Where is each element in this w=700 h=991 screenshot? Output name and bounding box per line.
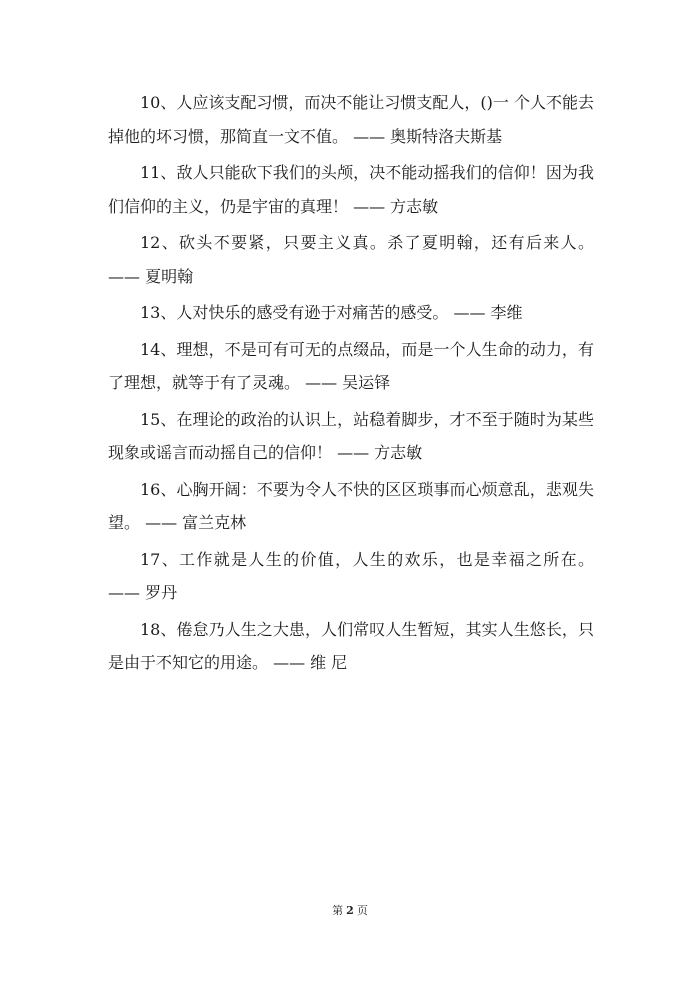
quote-item-16: 16、心胸开阔：不要为令人不快的区区琐事而心烦意乱，悲观失望。 —— 富兰克林 xyxy=(108,479,594,532)
quote-item-13: 13、人对快乐的感受有逊于对痛苦的感受。 —— 李维 xyxy=(140,303,523,322)
quote-item-17: 17、工作就是人生的价值，人生的欢乐，也是幸福之所在。 —— 罗丹 xyxy=(108,549,594,602)
page-number-prefix: 第 xyxy=(332,904,344,917)
page-number-suffix: 页 xyxy=(356,904,368,917)
quote-item-15: 15、在理论的政治的认识上，站稳着脚步，才不至于随时为某些现象或谣言而动摇自己的信仰！ —— 方志敏 xyxy=(108,409,594,462)
quote-item-11: 11、敌人只能砍下我们的头颅，决不能动摇我们的信仰！因为我们信仰的主义，仍是宇宙的真理！ —— 方志敏 xyxy=(108,163,594,216)
quote-list xyxy=(108,86,594,683)
quote-item-12: 12、砍头不要紧，只要主义真。杀了夏明翰，还有后来人。 —— 夏明翰 xyxy=(108,233,594,286)
quote-item-14: 14、理想，不是可有可无的点缀品，而是一个人生命的动力，有了理想，就等于有了灵魂。 —— 吴运铎 xyxy=(108,339,594,392)
quote-item-10: 10、人应该支配习惯，而决不能让习惯支配人，()一 个人不能去掉他的坏习惯，那简直一文不值。 —— 奥斯特洛夫斯基 xyxy=(108,93,594,146)
page-footer xyxy=(0,902,700,918)
quote-item-18: 18、倦怠乃人生之大患，人们常叹人生暂短，其实人生悠长，只是由于不知它的用途。 —— 维 尼 xyxy=(108,619,594,672)
page-number: 2 xyxy=(346,904,354,917)
